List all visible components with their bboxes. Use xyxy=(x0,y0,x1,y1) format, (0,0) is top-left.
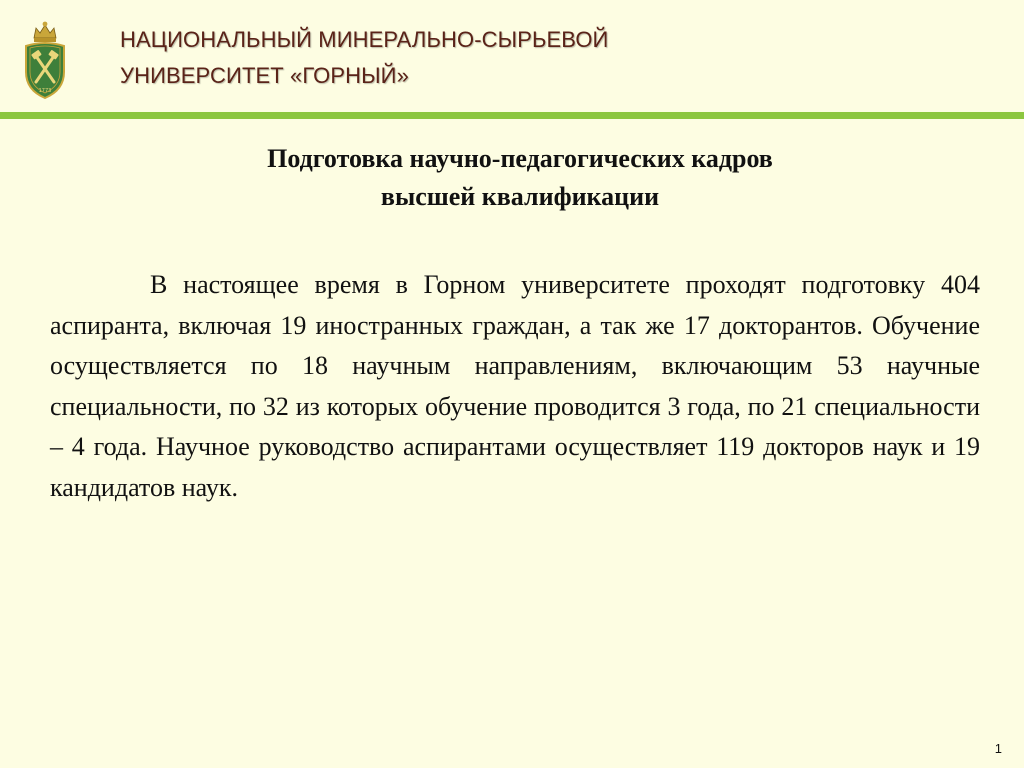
university-name-line1: НАЦИОНАЛЬНЫЙ МИНЕРАЛЬНО-СЫРЬЕВОЙ xyxy=(120,27,609,52)
slide-body-paragraph: В настоящее время в Горном университете проходят подготовку 404 аспиранта, включая 19 иностранных граждан, а так же 17 докторантов. Обучение осуществляется по 18 научным направлениям, включающим 53 научные специальности, по 32 из которых обучение проводится 3 года, по 21 специальности – 4 года. Научное руководство аспирантами осуществляет 119 докторов наук и 19 кандидатов наук. xyxy=(50,270,980,502)
page-number: 1 xyxy=(994,741,1002,756)
header-divider xyxy=(0,112,1024,119)
slide-title-line2: высшей квалификации xyxy=(380,182,660,211)
slide-header xyxy=(0,0,1024,110)
slide-title xyxy=(0,140,1024,216)
university-name xyxy=(120,22,608,94)
slide-title-line1: Подготовка научно-педагогических кадров xyxy=(267,144,773,173)
crossed-hammers-crest-icon xyxy=(22,16,68,100)
university-logo xyxy=(22,16,68,100)
university-name-line2: УНИВЕРСИТЕТ «ГОРНЫЙ» xyxy=(120,63,409,88)
svg-text:1773: 1773 xyxy=(38,88,52,94)
